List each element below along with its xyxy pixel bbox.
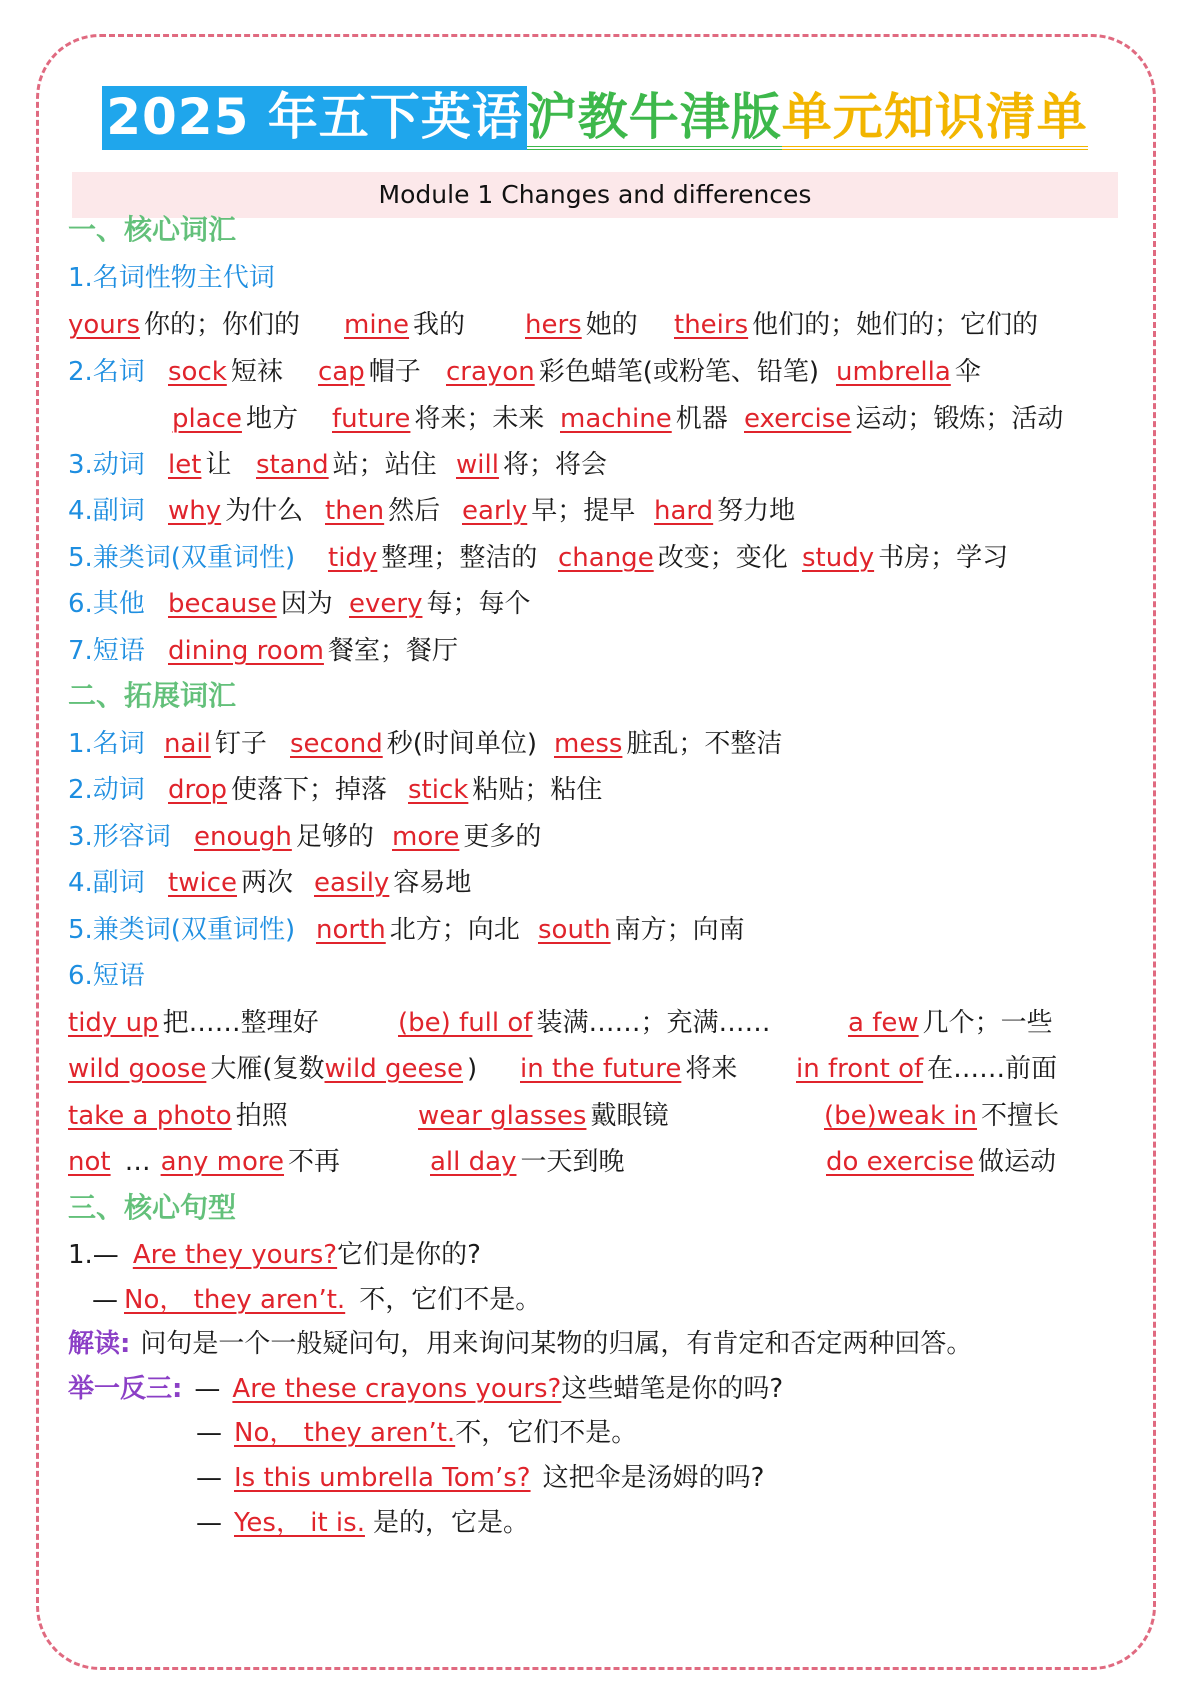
ext-row-6-heading: [68, 956, 145, 996]
example-1: 举一反三: — Are these crayons yours?这些蜡笔是你的吗?: [68, 1374, 784, 1404]
sentence-question: 1.— Are they yours?它们是你的?: [68, 1240, 481, 1270]
phrase-item: (be)weak in 不擅长: [824, 1101, 1060, 1131]
category-label: 4.副词: [68, 868, 145, 898]
phrase-item: do exercise 做运动: [826, 1147, 1056, 1177]
phrase-item: tidy up 把……整理好: [68, 1008, 319, 1038]
vocab-item: then 然后: [325, 496, 441, 526]
vocab-item: study 书房；学习: [802, 543, 1009, 573]
sentence-answer: — No， they aren’t. 不，它们不是。: [92, 1285, 542, 1315]
vocab-item: stick 粘贴；粘住: [408, 775, 603, 805]
vocab-item: nail 钉子: [164, 729, 267, 759]
vocab-item: south 南方；向南: [538, 915, 745, 945]
phrase-item: wild goose 大雁(复数wild geese ): [68, 1054, 478, 1084]
vocab-item: easily 容易地: [314, 868, 472, 898]
vocab-item: future 将来；未来: [332, 404, 545, 434]
vocab-item: machine 机器: [560, 404, 728, 434]
category-label: 5.兼类词(双重词性): [68, 915, 296, 945]
category-label: 2.名词: [68, 357, 145, 387]
phrase-item: (be) full of 装满……；充满……: [398, 1008, 771, 1038]
phrase-item: take a photo 拍照: [68, 1101, 288, 1131]
module-heading: Module 1 Changes and differences: [72, 172, 1118, 218]
vocab-item: stand 站；站住: [256, 450, 437, 480]
title-part-3: 单元知识清单: [782, 88, 1088, 150]
vocab-item: mess 脏乱；不整洁: [554, 729, 783, 759]
explanation: 解读: 问句是一个一般疑问句，用来询问某物的归属，有肯定和否定两种回答。: [68, 1329, 973, 1359]
category-label: 1.名词: [68, 729, 145, 759]
vocab-item: will 将；将会: [456, 450, 607, 480]
category-label: 6.短语: [68, 961, 145, 991]
phrase-item: a few 几个；一些: [848, 1008, 1053, 1038]
vocab-item: north 北方；向北: [316, 915, 520, 945]
category-label: 5.兼类词(双重词性): [68, 543, 296, 573]
category-label: 1.名词性物主代词: [68, 263, 275, 293]
vocab-item: yours 你的；你们的: [68, 310, 301, 340]
section-extended-vocab: 二、拓展词汇: [68, 679, 237, 712]
vocab-item: place 地方: [172, 404, 298, 434]
section-core-vocab: 一、核心词汇: [68, 213, 237, 246]
vocab-item: exercise 运动；锻炼；活动: [744, 404, 1064, 434]
vocab-item: sock 短袜: [168, 357, 283, 387]
vocab-item: crayon 彩色蜡笔(或粉笔、铅笔): [446, 357, 819, 387]
vocab-item: early 早；提早: [462, 496, 636, 526]
phrase-item: in the future 将来: [520, 1054, 738, 1084]
core-row-1-heading: [68, 258, 275, 298]
vocab-item: let 让: [168, 450, 232, 480]
category-label: 7.短语: [68, 636, 145, 666]
vocab-item: hard 努力地: [654, 496, 796, 526]
category-label: 4.副词: [68, 496, 145, 526]
category-label: 3.形容词: [68, 822, 171, 852]
phrase-item: wear glasses 戴眼镜: [418, 1101, 669, 1131]
title-part-2: 沪教牛津版: [527, 88, 782, 150]
vocab-item: tidy 整理；整洁的: [328, 543, 538, 573]
title-part-1: 2025 年五下英语: [102, 86, 527, 150]
category-label: 2.动词: [68, 775, 145, 805]
phrase-item: all day 一天到晚: [430, 1147, 625, 1177]
vocab-item: enough 足够的: [194, 822, 374, 852]
vocab-item: dining room 餐室；餐厅: [168, 636, 458, 666]
vocab-item: because 因为: [168, 589, 333, 619]
vocab-item: second 秒(时间单位): [290, 729, 538, 759]
example-3: — Is this umbrella Tom’s? 这把伞是汤姆的吗?: [196, 1463, 765, 1493]
vocab-item: theirs 他们的；她们的；它们的: [674, 310, 1039, 340]
vocab-item: cap 帽子: [318, 357, 421, 387]
section-core-sentences: 三、核心句型: [68, 1191, 237, 1224]
example-4: — Yes， it is. 是的，它是。: [196, 1508, 529, 1538]
vocab-item: change 改变；变化: [558, 543, 788, 573]
vocab-item: hers 她的: [525, 310, 638, 340]
phrase-item: in front of 在……前面: [796, 1054, 1058, 1084]
vocab-item: twice 两次: [168, 868, 293, 898]
vocab-item: drop 使落下；掉落: [168, 775, 388, 805]
vocab-item: why 为什么: [168, 496, 304, 526]
vocab-item: every 每；每个: [349, 589, 531, 619]
category-label: 6.其他: [68, 589, 145, 619]
vocab-item: mine 我的: [344, 310, 466, 340]
category-label: 3.动词: [68, 450, 145, 480]
page-title: [0, 82, 1190, 152]
phrase-item: not … any more 不再: [68, 1147, 341, 1177]
example-2: — No， they aren’t.不，它们不是。: [196, 1418, 638, 1448]
vocab-item: more 更多的: [392, 822, 542, 852]
vocab-item: umbrella 伞: [836, 357, 981, 387]
